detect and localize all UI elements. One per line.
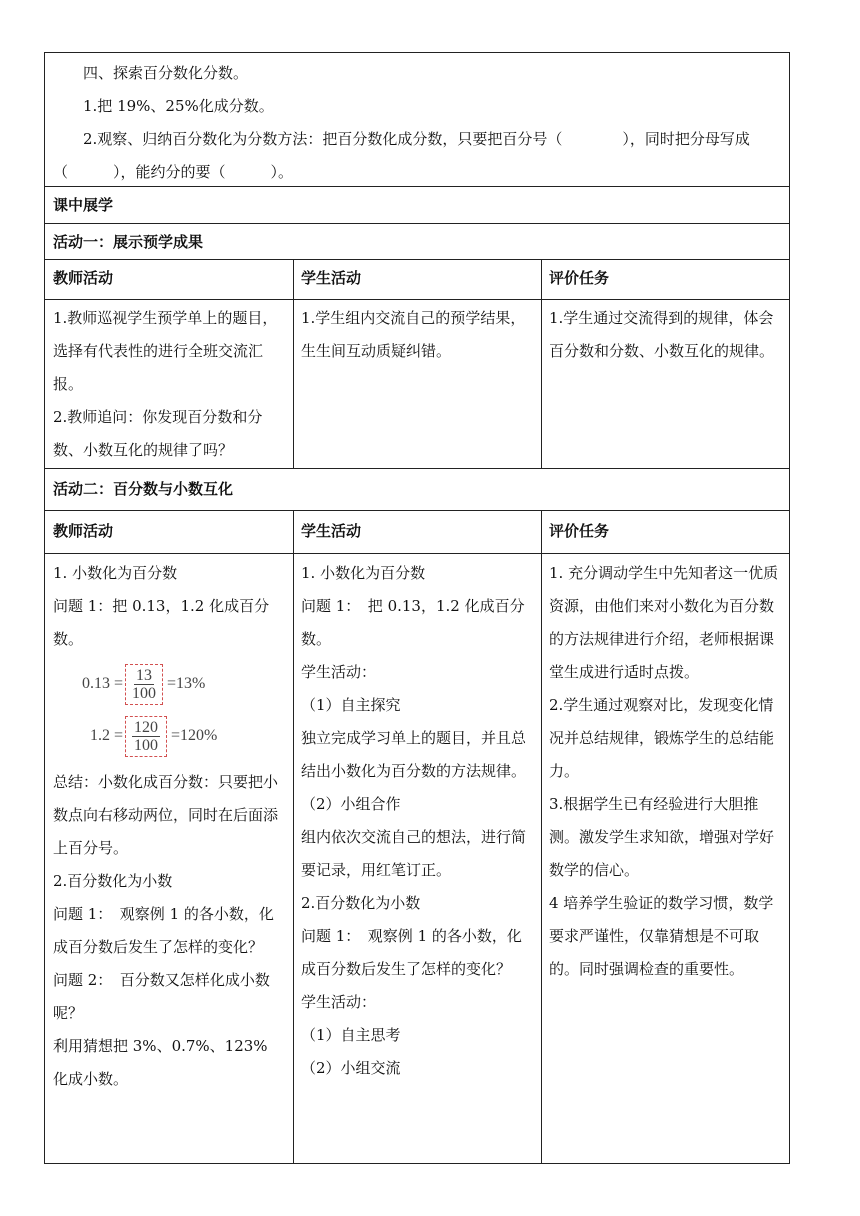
math-example-row <box>53 658 285 710</box>
fraction-numerator: 120 <box>134 718 158 736</box>
activity2-teacher-intro: 1. 小数化为百分数 问题 1：把 0.13，1.2 化成百分数。 <box>53 564 270 648</box>
evaluation-column-header: 评价任务 <box>549 522 610 540</box>
teacher-column-header: 教师活动 <box>53 522 114 540</box>
exercise-item: 1.把 19%、25%化成分数。 <box>83 97 274 115</box>
activity2-student-text: 1. 小数化为百分数 问题 1： 把 0.13，1.2 化成百分数。 学生活动： （1）自主探究 独立完成学习单上的题目，并且总结出小数化为百分数的方法规律。 （2）小组合作 组内依次交流自己的想法，进行简要记录，用红笔订正。 2.百分数化为小数 问题 1： 观察例 1 的各小数，化成百分数后发生了怎样的变化？ 学生活动： （1）自主思考 （2）小组交流 <box>301 564 527 1077</box>
activity2-title-row <box>45 469 789 511</box>
teacher-column-header: 教师活动 <box>53 269 114 287</box>
activity1-evaluation-text: 1.学生通过交流得到的规律，体会百分数和分数、小数互化的规律。 <box>549 309 775 360</box>
fraction-denominator: 100 <box>134 736 158 754</box>
fraction-denominator: 100 <box>132 684 156 702</box>
activity1-header-row <box>45 260 789 300</box>
math-rhs: =13% <box>167 675 206 692</box>
activity1-title-row <box>45 224 789 260</box>
fraction-box <box>125 664 163 705</box>
activity1-teacher-text: 1.教师巡视学生预学单上的题目，选择有代表性的进行全班交流汇报。 2.教师追问：你发现百分数和分数、小数互化的规律了吗？ <box>53 309 278 459</box>
activity2-header-row <box>45 511 789 554</box>
activity1-body-row <box>45 300 789 469</box>
activity1-title: 活动一：展示预学成果 <box>53 233 204 251</box>
math-example-row <box>53 710 285 762</box>
explore-section <box>45 53 789 187</box>
decimal-to-percent-example <box>53 656 285 766</box>
math-lhs: 0.13 = <box>81 675 123 692</box>
lesson-table <box>44 52 790 1164</box>
section-heading: 四、探索百分数化分数。 <box>83 64 249 82</box>
method-question: 2.观察、归纳百分数化为分数方法：把百分数化成分数，只要把百分号（ ），同时把分母写成（ ），能约分的要（ ）。 <box>53 130 750 181</box>
activity2-evaluation-text: 1. 充分调动学生中先知者这一优质资源，由他们来对小数化为百分数的方法规律进行介绍，老师根据课堂生成进行适时点拨。 2.学生通过观察对比，发现变化情况并总结规律，锻炼学生的总结能力。 3.根据学生已有经验进行大胆推测。激发学生求知欲，增强对学好数学的信心。 4 培养学生验证的数学习惯，数学要求严谨性，仅靠猜想是不可取的。同时强调检查的重要性。 <box>549 564 779 978</box>
fraction-box <box>125 716 167 757</box>
activity1-student-text: 1.学生组内交流自己的预学结果，生生间互动质疑纠错。 <box>301 309 526 360</box>
student-column-header: 学生活动 <box>301 522 362 540</box>
activity2-title: 活动二：百分数与小数互化 <box>53 480 234 498</box>
section-title-row <box>45 187 789 224</box>
student-column-header: 学生活动 <box>301 269 362 287</box>
math-rhs: =120% <box>171 727 218 744</box>
fraction-numerator: 13 <box>136 666 152 684</box>
section-title: 课中展学 <box>53 196 114 214</box>
evaluation-column-header: 评价任务 <box>549 269 610 287</box>
activity2-teacher-summary: 总结：小数化成百分数：只要把小数点向右移动两位，同时在后面添上百分号。 2.百分数化为小数 问题 1： 观察例 1 的各小数，化成百分数后发生了怎样的变化？ 问题 2： 百分数又怎样化成小数呢？ 利用猜想把 3%、0.7%、123% 化成小数。 <box>53 773 279 1088</box>
math-lhs: 1.2 = <box>89 727 123 744</box>
activity2-body-row <box>45 554 789 1163</box>
